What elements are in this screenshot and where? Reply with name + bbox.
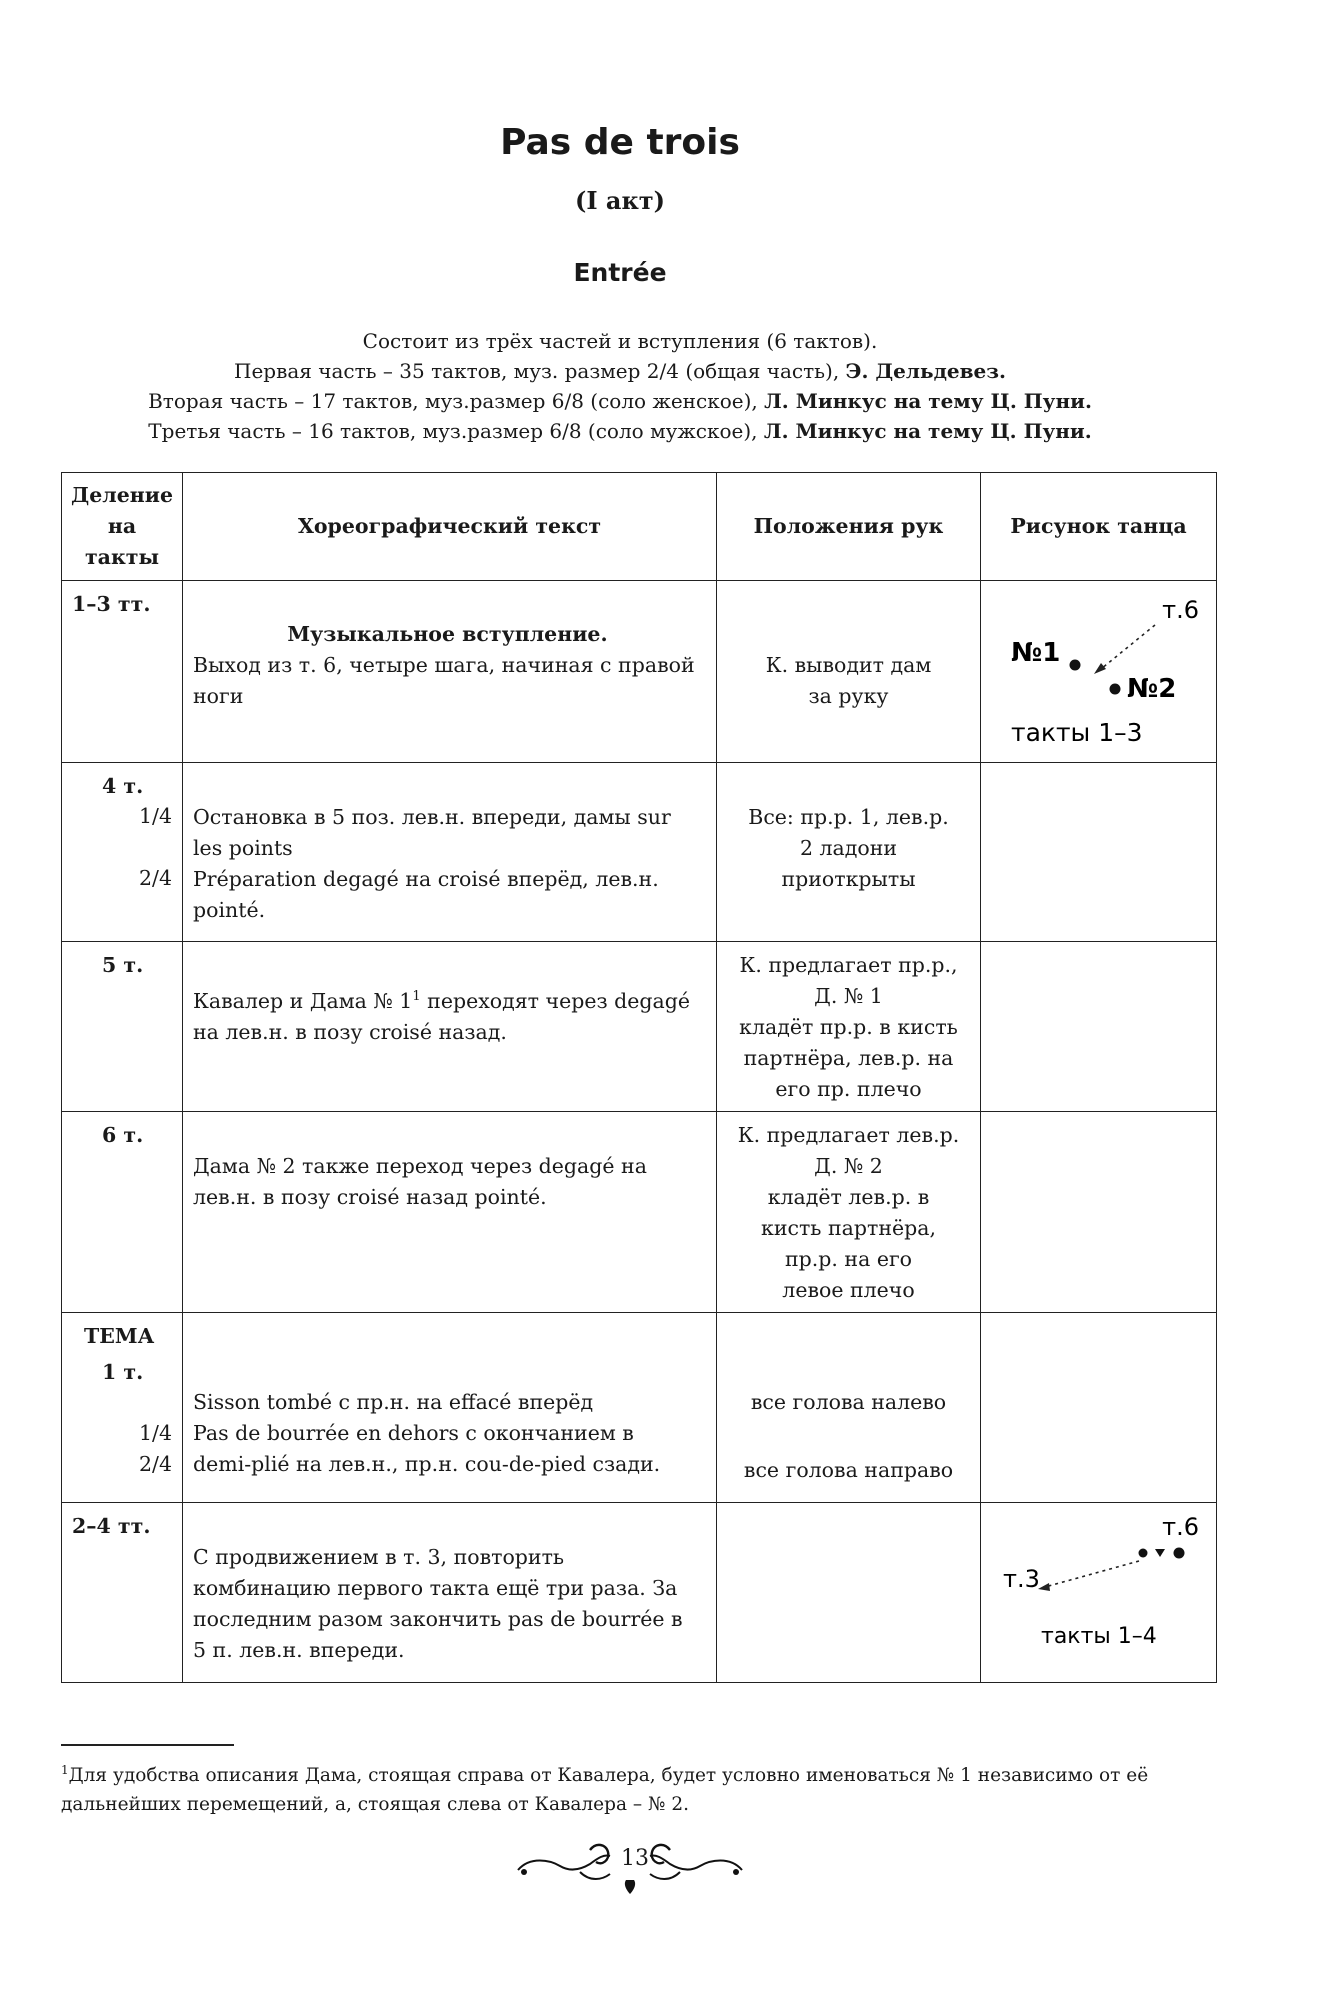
- row-bars: [62, 1313, 183, 1503]
- hands-line-2: 2 ладони: [799, 836, 898, 860]
- footnote: [61, 1756, 1221, 1819]
- hands-line-5: его пр. плечо: [775, 1077, 922, 1101]
- row-text-body: Дама № 2 также переход через degagé на лев.н. в позу croisé назад pointé.: [193, 1154, 647, 1209]
- dancer-dot: [1174, 1548, 1185, 1559]
- bars-label: 5 т.: [102, 953, 144, 977]
- table-row: [62, 1503, 1217, 1683]
- intro-block: [0, 326, 1240, 446]
- row-text-body: demi-plié на лев.н., пр.н. cou-de-pied сзади.: [193, 1452, 661, 1476]
- path-line: [1045, 1561, 1139, 1587]
- path-line: [1101, 625, 1155, 669]
- hands-line-1: К. предлагает лев.р.: [737, 1123, 960, 1147]
- hands-line-1: Все: пр.р. 1, лев.р.: [748, 805, 949, 829]
- row-text: [183, 1503, 717, 1683]
- row-text: [183, 1112, 717, 1313]
- row-hands: [717, 763, 981, 942]
- row-drawing: [981, 1112, 1217, 1313]
- row-text-body: С продвижением в т. 3, повторить комбинацию первого такта ещё три раза. За последним разом закончить pas de bourrée в 5 п. лев.н. впереди.: [193, 1545, 683, 1662]
- dancer-2-dot: [1110, 684, 1121, 695]
- row-text-part: переходят через degagé на лев.н. в позу croisé назад.: [193, 988, 691, 1044]
- cavalier-triangle-icon: [1155, 1549, 1165, 1557]
- row-text-body: Остановка в 5 поз. лев.н. впереди, дамы sur les points: [193, 805, 671, 860]
- bars-label: 2–4 тт.: [72, 1514, 151, 1538]
- hands-line-1: все голова налево: [750, 1390, 947, 1414]
- row-text-body: Sisson tombé с пр.н. на effacé вперёд: [193, 1390, 594, 1414]
- table-row: [62, 1313, 1217, 1503]
- table-header-row: [62, 473, 1217, 581]
- point-t3-label: т.3: [1003, 1565, 1040, 1593]
- hands-line-2: Д. № 2: [814, 1154, 883, 1178]
- hands-line-6: левое плечо: [782, 1278, 915, 1302]
- table-row: [62, 1112, 1217, 1313]
- row-text: [183, 581, 717, 763]
- bars-label: 6 т.: [102, 1123, 144, 1147]
- header-drawing: Рисунок танца: [981, 473, 1217, 581]
- bars-fraction: 2/4: [139, 1452, 172, 1476]
- row-drawing: [981, 1503, 1217, 1683]
- row-text: [183, 942, 717, 1112]
- row-text-body: Выход из т. 6, четыре шага, начиная с правой ноги: [193, 653, 695, 708]
- intro-line-3-text: Вторая часть – 17 тактов, муз.размер 6/8 (соло женское),: [148, 389, 765, 413]
- bars-fraction: 1/4: [139, 1421, 172, 1445]
- arrowhead-icon: [1094, 663, 1106, 674]
- row-bars: [62, 581, 183, 763]
- row-text: [183, 1313, 717, 1503]
- bars-label-theme: ТЕМА: [84, 1324, 155, 1348]
- footnote-mark: 1: [61, 1763, 69, 1777]
- row-hands: [717, 942, 981, 1112]
- bars-fraction: 1/4: [139, 804, 172, 828]
- point-t6-label: т.6: [1162, 596, 1199, 624]
- intro-line-3-composer: Л. Минкус на тему Ц. Пуни.: [764, 389, 1092, 413]
- row-bars: [62, 942, 183, 1112]
- intro-line-4-text: Третья часть – 16 тактов, муз.размер 6/8 (соло мужское),: [148, 419, 764, 443]
- bars-fraction: 2/4: [139, 866, 172, 890]
- header-hands: Положения рук: [717, 473, 981, 581]
- intro-line-4-composer: Л. Минкус на тему Ц. Пуни.: [763, 419, 1092, 443]
- hands-line-2: Д. № 1: [814, 984, 883, 1008]
- row-drawing: [981, 581, 1217, 763]
- choreography-table: [61, 472, 1217, 1683]
- hands-line-4: кисть партнёра,: [761, 1216, 936, 1240]
- bars-label: 4 т.: [102, 774, 144, 798]
- row-text-part: Кавалер и Дама № 1: [193, 988, 413, 1013]
- row-drawing: [981, 942, 1217, 1112]
- table-row: [62, 942, 1217, 1112]
- dancer-1-label: №1: [1011, 638, 1061, 668]
- intro-line-2: [0, 356, 1240, 386]
- dancer-1-dot: [1070, 660, 1081, 671]
- page-title: Pas de trois: [500, 122, 740, 163]
- row-text-body: [193, 981, 702, 1048]
- dancer-2-label: №2: [1127, 674, 1177, 704]
- dancer-dot: [1139, 1549, 1148, 1558]
- row-text-body: Préparation degagé на croisé вперёд, лев.н. pointé.: [193, 867, 659, 922]
- table-row: [62, 763, 1217, 942]
- bars-label: 1–3 тт.: [72, 592, 151, 616]
- row-bars: [62, 1112, 183, 1313]
- row-bars: [62, 1503, 183, 1683]
- hands-line-3: кладёт пр.р. в кисть: [739, 1015, 958, 1039]
- row-drawing: [981, 763, 1217, 942]
- row-text-body: Pas de bourrée en dehors с окончанием в: [193, 1421, 634, 1445]
- intro-line-1: Состоит из трёх частей и вступления (6 тактов).: [362, 329, 878, 353]
- page-number: 13: [621, 1846, 649, 1871]
- footnote-divider: [61, 1744, 234, 1746]
- intro-line-2-text: Первая часть – 35 тактов, муз. размер 2/4 (общая часть),: [234, 359, 846, 383]
- hands-line-1: К. предлагает пр.р.,: [739, 953, 958, 977]
- bars-label: 1 т.: [102, 1360, 144, 1384]
- header-bars-line-3: такты: [84, 545, 160, 569]
- intro-line-4: [0, 416, 1240, 446]
- row-text: [183, 763, 717, 942]
- row-hands: [717, 1313, 981, 1503]
- table-row: [62, 581, 1217, 763]
- hands-line-3: кладёт лев.р. в: [767, 1185, 930, 1209]
- intro-line-2-composer: Э. Дельдевез.: [845, 359, 1006, 383]
- drawing-caption: такты 1–3: [1011, 718, 1143, 747]
- hands-line-5: пр.р. на его: [784, 1247, 913, 1271]
- header-bars-line-2: на: [107, 514, 137, 538]
- header-bars-line-1: Деление: [70, 483, 174, 507]
- header-text: Хореографический текст: [183, 473, 717, 581]
- point-t6-label: т.6: [1162, 1513, 1199, 1541]
- hands-line-1: К. выводит дам: [765, 653, 932, 677]
- header-bars: [62, 473, 183, 581]
- row-hands: [717, 1503, 981, 1683]
- hands-line-2: все голова направо: [743, 1458, 954, 1482]
- hands-line-3: приоткрыты: [781, 867, 916, 891]
- row-hands: [717, 581, 981, 763]
- hands-line-4: партнёра, лев.р. на: [743, 1046, 954, 1070]
- drawing-caption: такты 1–4: [1041, 1624, 1157, 1649]
- section-title: Entrée: [573, 258, 667, 287]
- intro-line-3: [0, 386, 1240, 416]
- act-subtitle: (I акт): [574, 186, 666, 215]
- row-subtitle: Музыкальное вступление.: [287, 622, 608, 646]
- footnote-ref[interactable]: 1: [412, 989, 421, 1004]
- dance-diagram-2: [981, 1503, 1217, 1681]
- dance-diagram-1: [981, 581, 1217, 761]
- hands-line-2: за руку: [808, 684, 889, 708]
- footnote-text: Для удобства описания Дама, стоящая справа от Кавалера, будет условно именоваться № 1 независимо от её дальнейших перемещений, а, стоящая слева от Кавалера – № 2.: [61, 1765, 1149, 1816]
- row-drawing: [981, 1313, 1217, 1503]
- row-hands: [717, 1112, 981, 1313]
- row-bars: [62, 763, 183, 942]
